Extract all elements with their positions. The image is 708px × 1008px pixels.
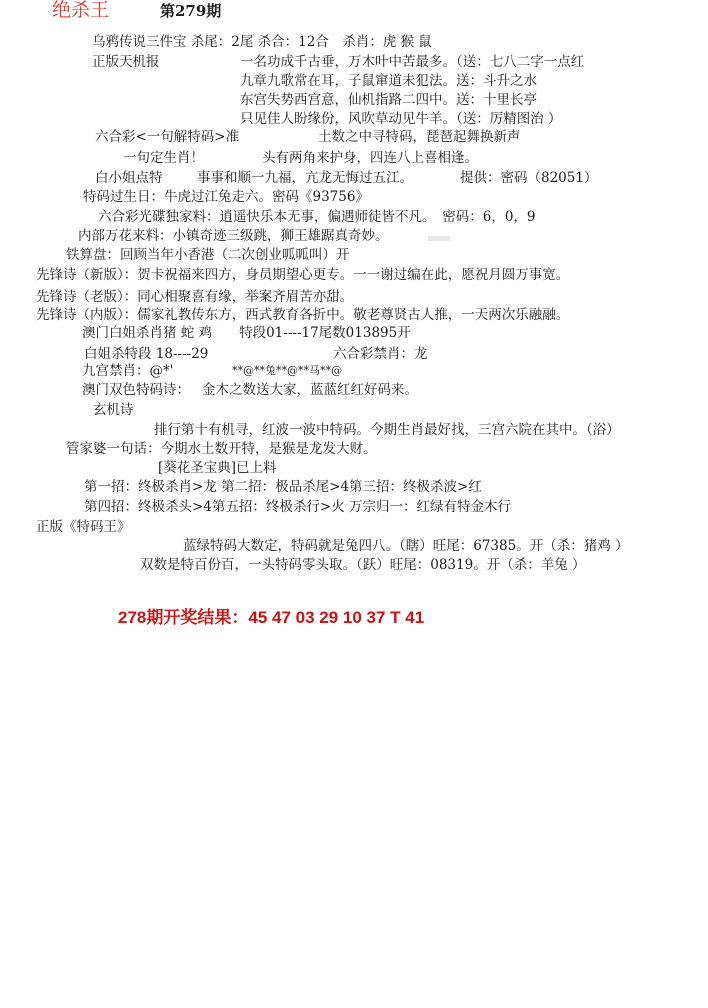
sunflower-label: [葵花圣宝典]已上料 <box>158 460 277 476</box>
draw-result: 278期开奖结果：45 47 03 29 10 37 T 41 <box>118 608 425 627</box>
baijie-text: 事事和顺一九福，亢龙无悔过五江。 <box>197 170 413 186</box>
mystery-poem-label: 玄机诗 <box>93 402 134 418</box>
tianji-line-1: 一名功成千古垂，万木叶中苦最多。（送：七八二字一点红 <box>240 54 585 70</box>
tema-line-1: 蓝绿特码大数定，特码就是兔四八。（瞎）旺尾：67385。开（杀：猪鸡 ） <box>183 538 629 554</box>
issue-number: 第279期 <box>160 2 222 20</box>
tema-wang-label: 正版《特码王》 <box>36 519 131 535</box>
double-color-text: 金木之数送大家，蓝蓝红红好码来。 <box>202 382 418 398</box>
baijie-label: 白小姐点特 <box>95 170 163 186</box>
tiesuanpan-line: 铁算盘：回顾当年小香港（二次创业呱呱叫）开 <box>66 247 350 263</box>
butler-line: 管家婆一句话：今期水土数开特，是猴是龙发大财。 <box>66 441 377 457</box>
header-title: 绝杀王 <box>52 0 110 21</box>
mystery-poem-text: 排行第十有机寻，红波一波中特码。今期生肖最好找，三宫六院在其中。（浴） <box>154 422 620 438</box>
birthday-line: 特码过生日：牛虎过江兔走六。密码《93756》 <box>83 189 369 205</box>
zodiac-text: 头有两角来护身，四连八上喜相逢。 <box>262 150 478 166</box>
wanhua-line: 内部万花来料：小镇奇迹三级跳，狮王雄踞真奇妙。 <box>78 228 389 244</box>
jiugong-code: **@**兔**@**马**@ <box>232 364 342 377</box>
mark-smudge <box>428 236 450 241</box>
tianji-label: 正版天机报 <box>92 54 160 70</box>
tianji-line-3: 东宫失势西宫意，仙机指路二四中。送：十里长亭 <box>240 92 537 108</box>
disc-exclusive-line: 六合彩光碟独家料：逍遥快乐本无事，偏遇师徒皆不凡。 密码：6，0，9 <box>98 209 536 225</box>
crow-legend-line: 乌鸦传说三件宝 杀尾：2尾 杀合：12合 杀肖：虎 猴 鼠 <box>92 34 432 50</box>
vanguard-new: 先锋诗（新版）：贺卡祝福来四方，身员期望心更专。一一谢过编在此，愿祝月圆万事宽。 <box>36 267 570 283</box>
moves-line-1: 第一招：终极杀肖>龙 第二招：极品杀尾>4第三招：终极杀波>红 <box>84 479 482 495</box>
forbidden-zodiac: 六合彩禁肖：龙 <box>333 346 428 362</box>
vanguard-inner: 先锋诗（内版）：儒家礼教传东方，西式教育各折中。敬老尊贤古人推，一天两次乐融融。 <box>36 307 570 323</box>
baijie-code: 提供：密码（82051） <box>460 170 598 186</box>
tianji-line-4: 只见佳人盼缘份，风吹草动见牛羊。（送：厉精图治 ） <box>240 111 562 127</box>
jiugong-label: 九宫禁肖：@*' <box>82 363 174 379</box>
one-sentence-text: 土数之中寻特码，琵琶起舞换新声 <box>318 129 521 145</box>
tema-line-2: 双数是特百份百，一头特码零头取。（跃）旺尾：08319。开（杀：羊兔 ） <box>140 557 586 573</box>
zodiac-label: 一句定生肖！ <box>123 150 204 166</box>
double-color-label: 澳门双色特码诗： <box>82 382 190 398</box>
one-sentence-label: 六合彩<一句解特码>准 <box>95 129 240 145</box>
moves-line-2: 第四招：终极杀头>4第五招：终极杀行>火 万宗归一：红绿有特金木行 <box>84 499 512 515</box>
vanguard-old: 先锋诗（老版）：同心相聚喜有缘，举案齐眉苦亦甜。 <box>36 289 354 305</box>
baijie-segment: 白姐杀特段 18----29 <box>84 346 209 362</box>
macau-baijie-line: 澳门白姐杀肖猪 蛇 鸡 特段01----17尾数013895开 <box>82 325 411 341</box>
tianji-line-2: 九章九歌常在耳，子鼠窜道未犯法。送：斗升之水 <box>240 73 537 89</box>
